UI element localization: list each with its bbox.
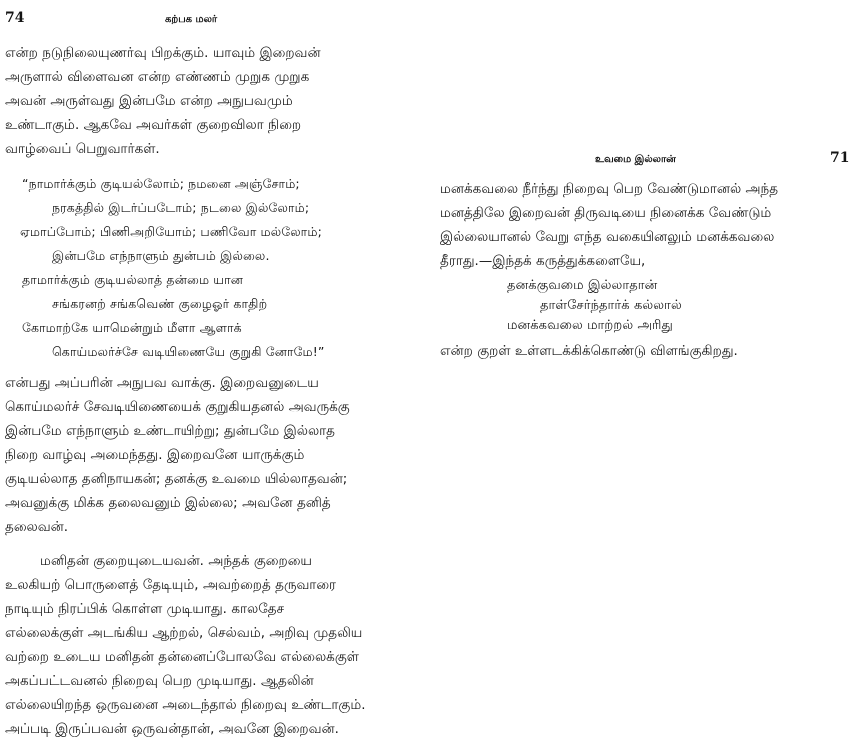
verse-line: தாமார்க்கும் குடியல்லாத் தன்மை யான [22, 272, 244, 287]
paragraph-line: நிறை வாழ்வு அமைந்தது. இறைவனே யாருக்கும் [5, 448, 305, 463]
kural-line: மனக்கவலை மாற்றல் அரிது [507, 318, 673, 333]
running-head: உவமை இல்லான் [595, 154, 676, 165]
paragraph-line: எல்லைக்குள் அடங்கிய ஆற்றல், செல்வம், அறிவு முதலிய [5, 626, 363, 641]
paragraph-line: தீராது.—இந்தக் கருத்துக்களையே, [440, 254, 646, 269]
verse-line: சங்கரனற் சங்கவெண் குழைஓர் காதிற் [52, 296, 268, 311]
kural-line: தனக்குவமை இல்லாதான் [507, 278, 658, 293]
verse-line: கோமாற்கே யாமென்றும் மீளா ஆளாக் [22, 320, 242, 335]
paragraph-line: என்ற குறள் உள்ளடக்கிக்கொண்டு விளங்குகிறது. [440, 344, 738, 359]
paragraph-line [5, 46, 413, 62]
verse-line: ஏமாப்போம்; பிணிஅறியோம்; பணிவோ மல்லோம்; [20, 224, 322, 239]
paragraph-line: உண்டாகும். ஆகவே அவர்கள் குறைவிலா நிறை [5, 118, 302, 133]
paragraph-line: அப்படி இருப்பவன் ஒருவன்தான், அவனே இறைவன். [5, 722, 340, 737]
verse-line: நரகத்தில் இடர்ப்படோம்; நடலை இல்லோம்; [52, 200, 310, 215]
left-page [0, 0, 425, 737]
paragraph-line: இல்லையானல் வேறு எந்த வகையினலும் மனக்கவலை [440, 230, 775, 245]
paragraph-line: வாழ்வைப் பெறுவார்கள். [5, 142, 160, 157]
paragraph-line: அவன் அருள்வது இன்பமே என்ற அநுபவமும் [5, 94, 293, 109]
paragraph-line: குடியல்லாத தனிநாயகன்; தனக்கு உவமை யில்லாதவன்; [5, 472, 348, 487]
paragraph-line: அவனுக்கு மிக்க தலைவனும் இல்லை; அவனே தனித் [5, 496, 331, 511]
page-number: 71 [830, 150, 850, 166]
right-page [425, 0, 850, 712]
paragraph-line: மனத்திலே இறைவன் திருவடியை நினைக்க வேண்டும் [440, 206, 772, 221]
paragraph-line: நாடியும் நிரப்பிக் கொள்ள முடியாது. காலதேச [5, 602, 285, 617]
paragraph-line: அருளால் விளைவன என்ற எண்ணம் முறுக முறுக [5, 70, 310, 85]
verse-line: கொய்மலர்ச்சே வடியிணையே குறுகி னோமே!” [52, 344, 325, 359]
paragraph-line: என்பது அப்பரின் அநுபவ வாக்கு. இறைவனுடைய [5, 376, 319, 391]
paragraph-line: இன்பமே எந்நாளும் உண்டாயிற்று; துன்பமே இல்லாத [5, 424, 335, 439]
paragraph-line: கொய்மலர்ச் சேவடியிணையைக் குறுகியதனல் அவருக்கு [5, 400, 350, 415]
paragraph-line: வற்றை உடைய மனிதன் தன்னைப்போலவே எல்லைக்குள் [5, 650, 359, 665]
paragraph-line: அகப்பட்டவனல் நிறைவு பெற முடியாது. ஆதலின் [5, 674, 314, 689]
paragraph-line: மனக்கவலை நீர்ந்து நிறைவு பெற வேண்டுமானல் அந்த [440, 182, 779, 197]
running-head: கற்பக மலர் [165, 14, 218, 25]
paragraph-line: தலைவன். [5, 520, 69, 535]
verse-line: “நாமார்க்கும் குடியல்லோம்; நமனை அஞ்சோம்; [22, 176, 300, 191]
page-number: 74 [5, 10, 25, 26]
kural-line: தாள்சேர்ந்தார்க் கல்லால் [540, 298, 682, 313]
paragraph-line: எல்லையிறந்த ஒருவனை அடைந்தால் நிறைவு உண்டாகும். [5, 698, 366, 713]
paragraph-line: உலகியற் பொருளைத் தேடியும், அவற்றைத் தருவாரை [5, 578, 337, 593]
paragraph-line-text: என்ற நடுநிலையுணர்வு பிறக்கும். யாவும் இறைவன் [5, 46, 321, 61]
verse-line: இன்பமே எந்நாளும் துன்பம் இல்லை. [52, 248, 270, 263]
paragraph-line: மனிதன் குறையுடையவன். அந்தக் குறையை [40, 554, 312, 569]
